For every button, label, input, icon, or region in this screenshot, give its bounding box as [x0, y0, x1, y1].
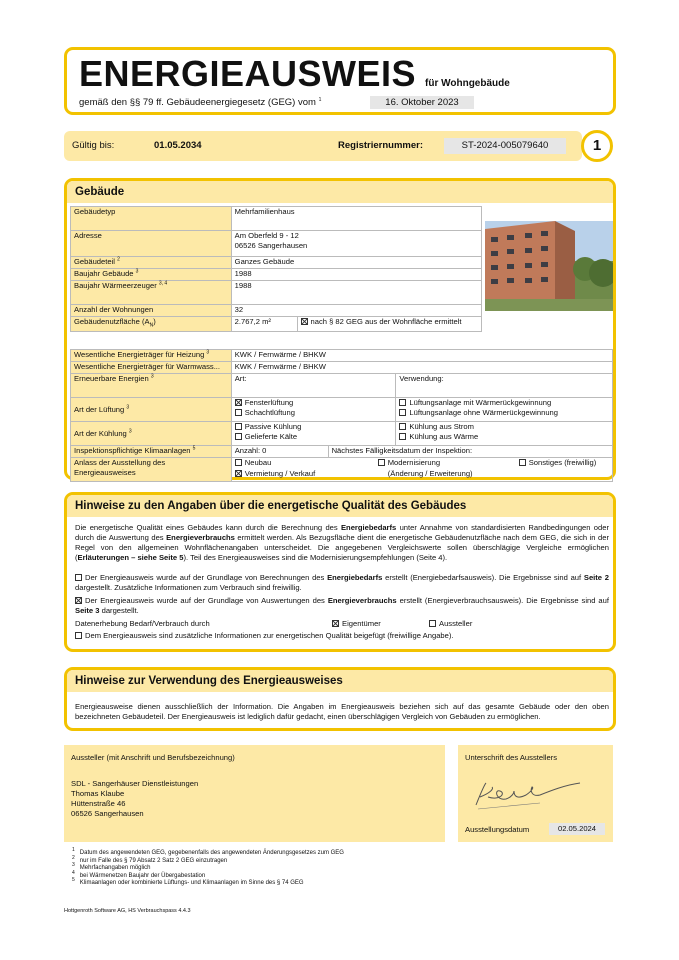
quality-notes-section [64, 492, 616, 652]
footnote: $^3$ Mehrfachangaben möglich [72, 862, 151, 871]
software-credit: Hottgenroth Software AG, HS Verbrauchspass 4.4.3 [64, 908, 191, 914]
checkbox-icon[interactable] [399, 433, 406, 440]
row-address-label: Adresse [71, 231, 232, 257]
footnotes [72, 847, 592, 888]
row-area-label: Gebäudenutzfläche $(A_N)$ [71, 317, 232, 332]
row-year-value: 1988 [231, 269, 481, 281]
issuer-box [64, 745, 445, 842]
checkbox-checked-icon [301, 318, 308, 325]
issue-date-value: 02.05.2024 [549, 823, 605, 835]
row-occasion-options: Neubau Vermietung / Verkauf Modernisierung (Änderung / Erweiterung) Sonstiges (freiwillig) [231, 458, 612, 482]
additional-info-option: Dem Energieausweis sind zusätzliche Informationen zur energetischen Qualität beigefügt (freiwillige Angabe). [75, 631, 454, 641]
law-reference: gemäß den §§ 79 ff. Gebäudeenergiegesetz (GEG) vom $^1$ [79, 96, 322, 108]
row-aircon-next: Nächstes Fälligkeitsdatum der Inspektion: [328, 446, 612, 458]
row-heating-value: KWK / Fernwärme / BHKW [231, 350, 612, 362]
data-collection-label: Datenerhebung Bedarf/Verbrauch durch [75, 619, 210, 628]
document-subtitle: für Wohngebäude [425, 78, 510, 89]
checkbox-icon[interactable] [399, 409, 406, 416]
checkbox-icon[interactable] [75, 574, 82, 581]
row-aircon-label: Inspektionspflichtige Klimaanlagen $^5$ [71, 446, 232, 458]
checkbox-icon[interactable] [75, 632, 82, 639]
checkbox-checked-icon[interactable] [75, 597, 82, 604]
row-part-value: Ganzes Gebäude [231, 257, 481, 269]
registration-label: Registriernummer: [338, 140, 423, 151]
building-section-title: Gebäude [67, 181, 613, 203]
cooling-options-left: Passive Kühlung Gelieferte Kälte [231, 422, 396, 446]
document-title: ENERGIEAUSWEIS [79, 53, 417, 94]
issuer-option: Aussteller [429, 619, 472, 629]
signature-image [470, 775, 590, 815]
checkbox-icon[interactable] [429, 620, 436, 627]
checkbox-icon[interactable] [399, 399, 406, 406]
row-renewable-label: Erneuerbare Energien $^3$ [71, 374, 232, 398]
footnote: $^4$ bei Wärmenetzen Baujahr der Übergabestation [72, 869, 206, 879]
checkbox-checked-icon[interactable] [235, 470, 242, 477]
law-date: 16. Oktober 2023 [370, 96, 474, 109]
cooling-options-right: Kühlung aus Strom Kühlung aus Wärme [396, 422, 613, 446]
owner-option: Eigentümer [332, 619, 381, 629]
checkbox-icon[interactable] [378, 459, 385, 466]
checkbox-icon[interactable] [235, 433, 242, 440]
row-cooling-label: Art der Kühlung $^3$ [71, 422, 232, 446]
row-units-label: Anzahl der Wohnungen [71, 305, 232, 317]
checkbox-icon[interactable] [235, 409, 242, 416]
usage-notes-section [64, 667, 616, 731]
row-year-label: Baujahr Gebäude $^3$ [71, 269, 232, 281]
usage-notes-text: Energieausweise dienen ausschließlich der Information. Die Angaben im Energieausweis beziehen sich auf das gesamte Gebäude oder den oben bezeichneten Gebäudeteil. Der Energieausweis ist lediglich dafür gedacht, einen überschlägigen Vergleich von Gebäuden zu ermöglichen. [75, 702, 609, 721]
row-area-value: 2.767,2 m² [231, 317, 297, 332]
footnote: $^1$ Datum des angewendeten GEG, gegebenenfalls des angewendeten Änderungsgesetzes zum GEG [72, 847, 344, 856]
quality-notes-paragraph: Die energetische Qualität eines Gebäudes kann durch die Berechnung des Energiebedarfs unter Annahme von standardisierten Randbedingungen oder durch die Auswertung des Energieverbrauchs ermittelt werden. Als Bezugsfläche dient die energetische Gebäudenutzfläche nach dem GEG, die sich in der Regel von den allgemeinen Wohnflächenangaben unterscheidet. Die angegebenen Vergleichswerte sollen überschlägige Vergleiche ermöglichen (Erläuterungen – siehe Seite 5). Teil des Energieausweises sind die Modernisierungsempfehlungen (Seite 4). [75, 523, 609, 562]
signature-label: Unterschrift des Ausstellers [465, 753, 558, 762]
consumption-certificate-option: Der Energieausweis wurde auf der Grundlage von Auswertungen des Energieverbrauchs erstellt (Energieverbrauchsausweis). Die Ergebnisse sind auf Seite 3 dargestellt. [75, 596, 609, 615]
demand-certificate-option: Der Energieausweis wurde auf der Grundlage von Berechnungen des Energiebedarfs erstellt (Energiebedarfsausweis). Die Ergebnisse sind auf Seite 2 dargestellt. Zusätzliche Informationen zum Verbrauch sind freiwillig. [75, 573, 609, 592]
building-table-2 [70, 349, 613, 482]
page-number-badge: 1 [581, 130, 613, 162]
row-aircon-count: Anzahl: 0 [231, 446, 328, 458]
row-hotwater-value: KWK / Fernwärme / BHKW [231, 362, 612, 374]
valid-until-label: Gültig bis: [72, 140, 115, 151]
usage-notes-title: Hinweise zur Verwendung des Energieausweises [67, 670, 613, 692]
valid-until-value: 01.05.2034 [154, 140, 202, 151]
row-heater-year-label: Baujahr Wärmeerzeuger $^{3, 4}$ [71, 281, 232, 305]
building-photo [485, 221, 613, 311]
checkbox-icon[interactable] [235, 423, 242, 430]
row-occasion-label: Anlass der Ausstellung des Energieausweises [71, 458, 232, 482]
row-heating-label: Wesentliche Energieträger für Heizung $^3$ [71, 350, 232, 362]
row-type-value: Mehrfamilienhaus [231, 207, 481, 231]
ventilation-options-left: Fensterlüftung Schachtlüftung [231, 398, 396, 422]
quality-notes-title: Hinweise zu den Angaben über die energetische Qualität des Gebäudes [67, 495, 613, 517]
checkbox-checked-icon[interactable] [235, 399, 242, 406]
checkbox-icon[interactable] [235, 459, 242, 466]
ventilation-options-right: Lüftungsanlage mit Wärmerückgewinnung Lüftungsanlage ohne Wärmerückgewinnung [396, 398, 613, 422]
row-type-label: Gebäudetyp [71, 207, 232, 231]
checkbox-checked-icon[interactable] [332, 620, 339, 627]
row-address-value: Am Oberfeld 9 - 12 06526 Sangerhausen [231, 231, 481, 257]
row-ventilation-label: Art der Lüftung $^3$ [71, 398, 232, 422]
registration-number: ST-2024-005079640 [444, 138, 566, 154]
issuer-label: Aussteller (mit Anschrift und Berufsbezeichnung) [71, 753, 235, 762]
row-part-label: Gebäudeteil $^2$ [71, 257, 232, 269]
row-hotwater-label: Wesentliche Energieträger für Warmwass... [71, 362, 232, 374]
validity-bar [64, 131, 582, 161]
row-units-value: 32 [231, 305, 481, 317]
checkbox-icon[interactable] [399, 423, 406, 430]
row-heater-year-value: 1988 [231, 281, 481, 305]
footnote: $^2$ nur im Falle des § 79 Absatz 2 Satz 2 GEG einzutragen [72, 854, 228, 864]
building-section [64, 178, 616, 480]
row-renewable-usage: Verwendung: [396, 374, 613, 398]
row-renewable-type: Art: [231, 374, 396, 398]
building-table [70, 206, 482, 332]
footnote: $^5$ Klimaanlagen oder kombinierte Lüftungs- und Klimaanlagen im Sinne des § 74 GEG [72, 877, 304, 886]
row-area-note: nach § 82 GEG aus der Wohnfläche ermittelt [297, 317, 481, 332]
signature-box [458, 745, 613, 842]
header-frame [64, 47, 616, 115]
issue-date-label: Ausstellungsdatum [465, 825, 530, 834]
issuer-address: SDL - Sangerhäuser Dienstleistungen Thomas Klaube Hüttenstraße 46 06526 Sangerhausen [71, 779, 199, 818]
checkbox-icon[interactable] [519, 459, 526, 466]
